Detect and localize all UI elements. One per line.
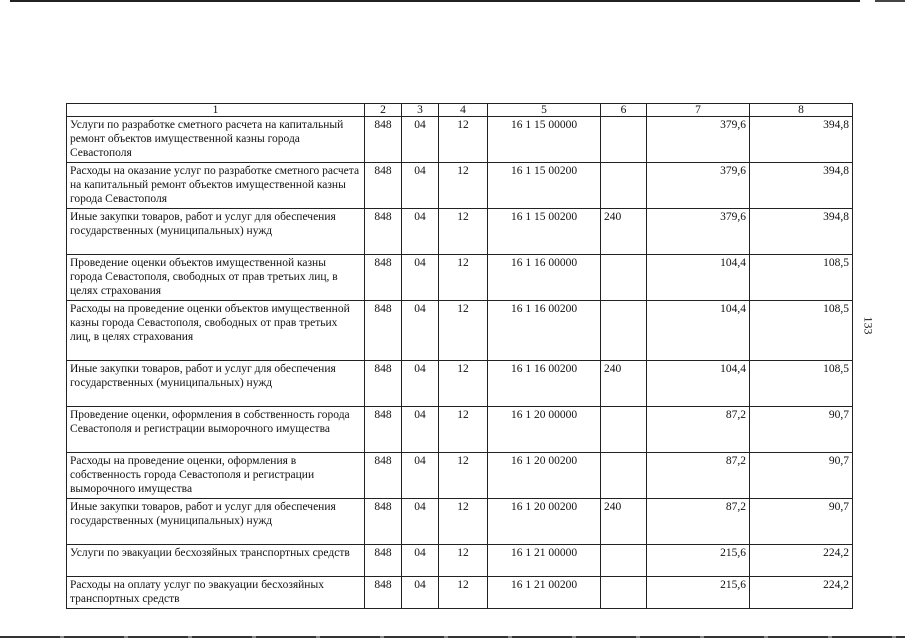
- table-row: [67, 209, 853, 255]
- table-row: [67, 453, 853, 499]
- expense-type-cell: 240: [601, 209, 647, 255]
- subsection-cell: 12: [439, 361, 488, 407]
- ministry-code-cell: 848: [365, 361, 402, 407]
- row-name-cell: Проведение оценки объектов имущественной казны города Севастополя, свободных от прав третьих лиц, в целях страхования: [67, 255, 365, 301]
- ministry-code-cell: 848: [365, 499, 402, 545]
- amount-year-1-cell: 379,6: [647, 117, 750, 163]
- ministry-code-cell: 848: [365, 577, 402, 609]
- amount-year-2-cell: 394,8: [750, 209, 853, 255]
- ministry-code-cell: 848: [365, 209, 402, 255]
- expense-type-cell: 240: [601, 499, 647, 545]
- scan-edge-top: [0, 0, 905, 2]
- amount-year-1-cell: 87,2: [647, 407, 750, 453]
- section-cell: 04: [402, 499, 439, 545]
- target-article-cell: 16 1 16 00200: [488, 301, 601, 361]
- row-name-cell: Иные закупки товаров, работ и услуг для обеспечения государственных (муниципальных) нужд: [67, 361, 365, 407]
- expense-type-cell: [601, 453, 647, 499]
- table-row: [67, 545, 853, 577]
- expense-type-cell: 240: [601, 361, 647, 407]
- expense-type-cell: [601, 407, 647, 453]
- amount-year-2-cell: 108,5: [750, 255, 853, 301]
- amount-year-2-cell: 108,5: [750, 361, 853, 407]
- target-article-cell: 16 1 15 00200: [488, 209, 601, 255]
- row-name-cell: Расходы на оплату услуг по эвакуации бесхозяйных транспортных средств: [67, 577, 365, 609]
- ministry-code-cell: 848: [365, 117, 402, 163]
- amount-year-2-cell: 224,2: [750, 545, 853, 577]
- section-cell: 04: [402, 255, 439, 301]
- ministry-code-cell: 848: [365, 163, 402, 209]
- subsection-cell: 12: [439, 499, 488, 545]
- amount-year-2-cell: 394,8: [750, 163, 853, 209]
- subsection-cell: 12: [439, 577, 488, 609]
- section-cell: 04: [402, 453, 439, 499]
- table-row: [67, 255, 853, 301]
- target-article-cell: 16 1 16 00000: [488, 255, 601, 301]
- row-name-cell: Услуги по эвакуации бесхозяйных транспортных средств: [67, 545, 365, 577]
- row-name-cell: Расходы на проведение оценки, оформления в собственность города Севастополя и регистрации выморочного имущества: [67, 453, 365, 499]
- target-article-cell: 16 1 21 00000: [488, 545, 601, 577]
- section-cell: 04: [402, 361, 439, 407]
- table-body: [67, 104, 853, 609]
- header-cell: 5: [488, 104, 601, 117]
- amount-year-1-cell: 215,6: [647, 577, 750, 609]
- expense-type-cell: [601, 117, 647, 163]
- target-article-cell: 16 1 15 00200: [488, 163, 601, 209]
- table-row: [67, 407, 853, 453]
- section-cell: 04: [402, 301, 439, 361]
- expense-type-cell: [601, 255, 647, 301]
- subsection-cell: 12: [439, 453, 488, 499]
- page-number: 133: [861, 316, 876, 335]
- section-cell: 04: [402, 209, 439, 255]
- amount-year-1-cell: 379,6: [647, 163, 750, 209]
- row-name-cell: Проведение оценки, оформления в собственность города Севастополя и регистрации выморочного имущества: [67, 407, 365, 453]
- ministry-code-cell: 848: [365, 545, 402, 577]
- section-cell: 04: [402, 117, 439, 163]
- ministry-code-cell: 848: [365, 301, 402, 361]
- expense-type-cell: [601, 545, 647, 577]
- section-cell: 04: [402, 407, 439, 453]
- amount-year-1-cell: 215,6: [647, 545, 750, 577]
- amount-year-1-cell: 87,2: [647, 499, 750, 545]
- ministry-code-cell: 848: [365, 453, 402, 499]
- table-row: [67, 163, 853, 209]
- row-name-cell: Иные закупки товаров, работ и услуг для обеспечения государственных (муниципальных) нужд: [67, 209, 365, 255]
- target-article-cell: 16 1 15 00000: [488, 117, 601, 163]
- expense-type-cell: [601, 301, 647, 361]
- table-row: [67, 301, 853, 361]
- ministry-code-cell: 848: [365, 255, 402, 301]
- header-row: [67, 104, 853, 117]
- target-article-cell: 16 1 16 00200: [488, 361, 601, 407]
- row-name-cell: Иные закупки товаров, работ и услуг для обеспечения государственных (муниципальных) нужд: [67, 499, 365, 545]
- header-cell: 7: [647, 104, 750, 117]
- header-cell: 4: [439, 104, 488, 117]
- table-row: [67, 499, 853, 545]
- section-cell: 04: [402, 163, 439, 209]
- amount-year-2-cell: 90,7: [750, 453, 853, 499]
- section-cell: 04: [402, 545, 439, 577]
- table-row: [67, 117, 853, 163]
- target-article-cell: 16 1 21 00200: [488, 577, 601, 609]
- row-name-cell: Расходы на оказание услуг по разработке сметного расчета на капитальный ремонт объектов имущественной казны города Севастополя: [67, 163, 365, 209]
- subsection-cell: 12: [439, 545, 488, 577]
- header-cell: 8: [750, 104, 853, 117]
- scan-edge-bottom: [0, 636, 905, 638]
- header-cell: 1: [67, 104, 365, 117]
- ministry-code-cell: 848: [365, 407, 402, 453]
- target-article-cell: 16 1 20 00200: [488, 499, 601, 545]
- subsection-cell: 12: [439, 209, 488, 255]
- amount-year-1-cell: 379,6: [647, 209, 750, 255]
- amount-year-2-cell: 224,2: [750, 577, 853, 609]
- amount-year-1-cell: 104,4: [647, 255, 750, 301]
- amount-year-2-cell: 90,7: [750, 407, 853, 453]
- target-article-cell: 16 1 20 00000: [488, 407, 601, 453]
- expense-type-cell: [601, 577, 647, 609]
- expense-type-cell: [601, 163, 647, 209]
- amount-year-2-cell: 90,7: [750, 499, 853, 545]
- table-row: [67, 361, 853, 407]
- header-cell: 6: [601, 104, 647, 117]
- amount-year-1-cell: 104,4: [647, 301, 750, 361]
- subsection-cell: 12: [439, 407, 488, 453]
- row-name-cell: Услуги по разработке сметного расчета на капитальный ремонт объектов имущественной казны города Севастополя: [67, 117, 365, 163]
- amount-year-2-cell: 394,8: [750, 117, 853, 163]
- amount-year-1-cell: 87,2: [647, 453, 750, 499]
- target-article-cell: 16 1 20 00200: [488, 453, 601, 499]
- row-name-cell: Расходы на проведение оценки объектов имущественной казны города Севастополя, свободных от прав третьих лиц, в целях страхования: [67, 301, 365, 361]
- budget-table: [66, 103, 853, 609]
- amount-year-2-cell: 108,5: [750, 301, 853, 361]
- header-cell: 2: [365, 104, 402, 117]
- amount-year-1-cell: 104,4: [647, 361, 750, 407]
- section-cell: 04: [402, 577, 439, 609]
- subsection-cell: 12: [439, 255, 488, 301]
- header-cell: 3: [402, 104, 439, 117]
- subsection-cell: 12: [439, 117, 488, 163]
- subsection-cell: 12: [439, 163, 488, 209]
- subsection-cell: 12: [439, 301, 488, 361]
- table-row: [67, 577, 853, 609]
